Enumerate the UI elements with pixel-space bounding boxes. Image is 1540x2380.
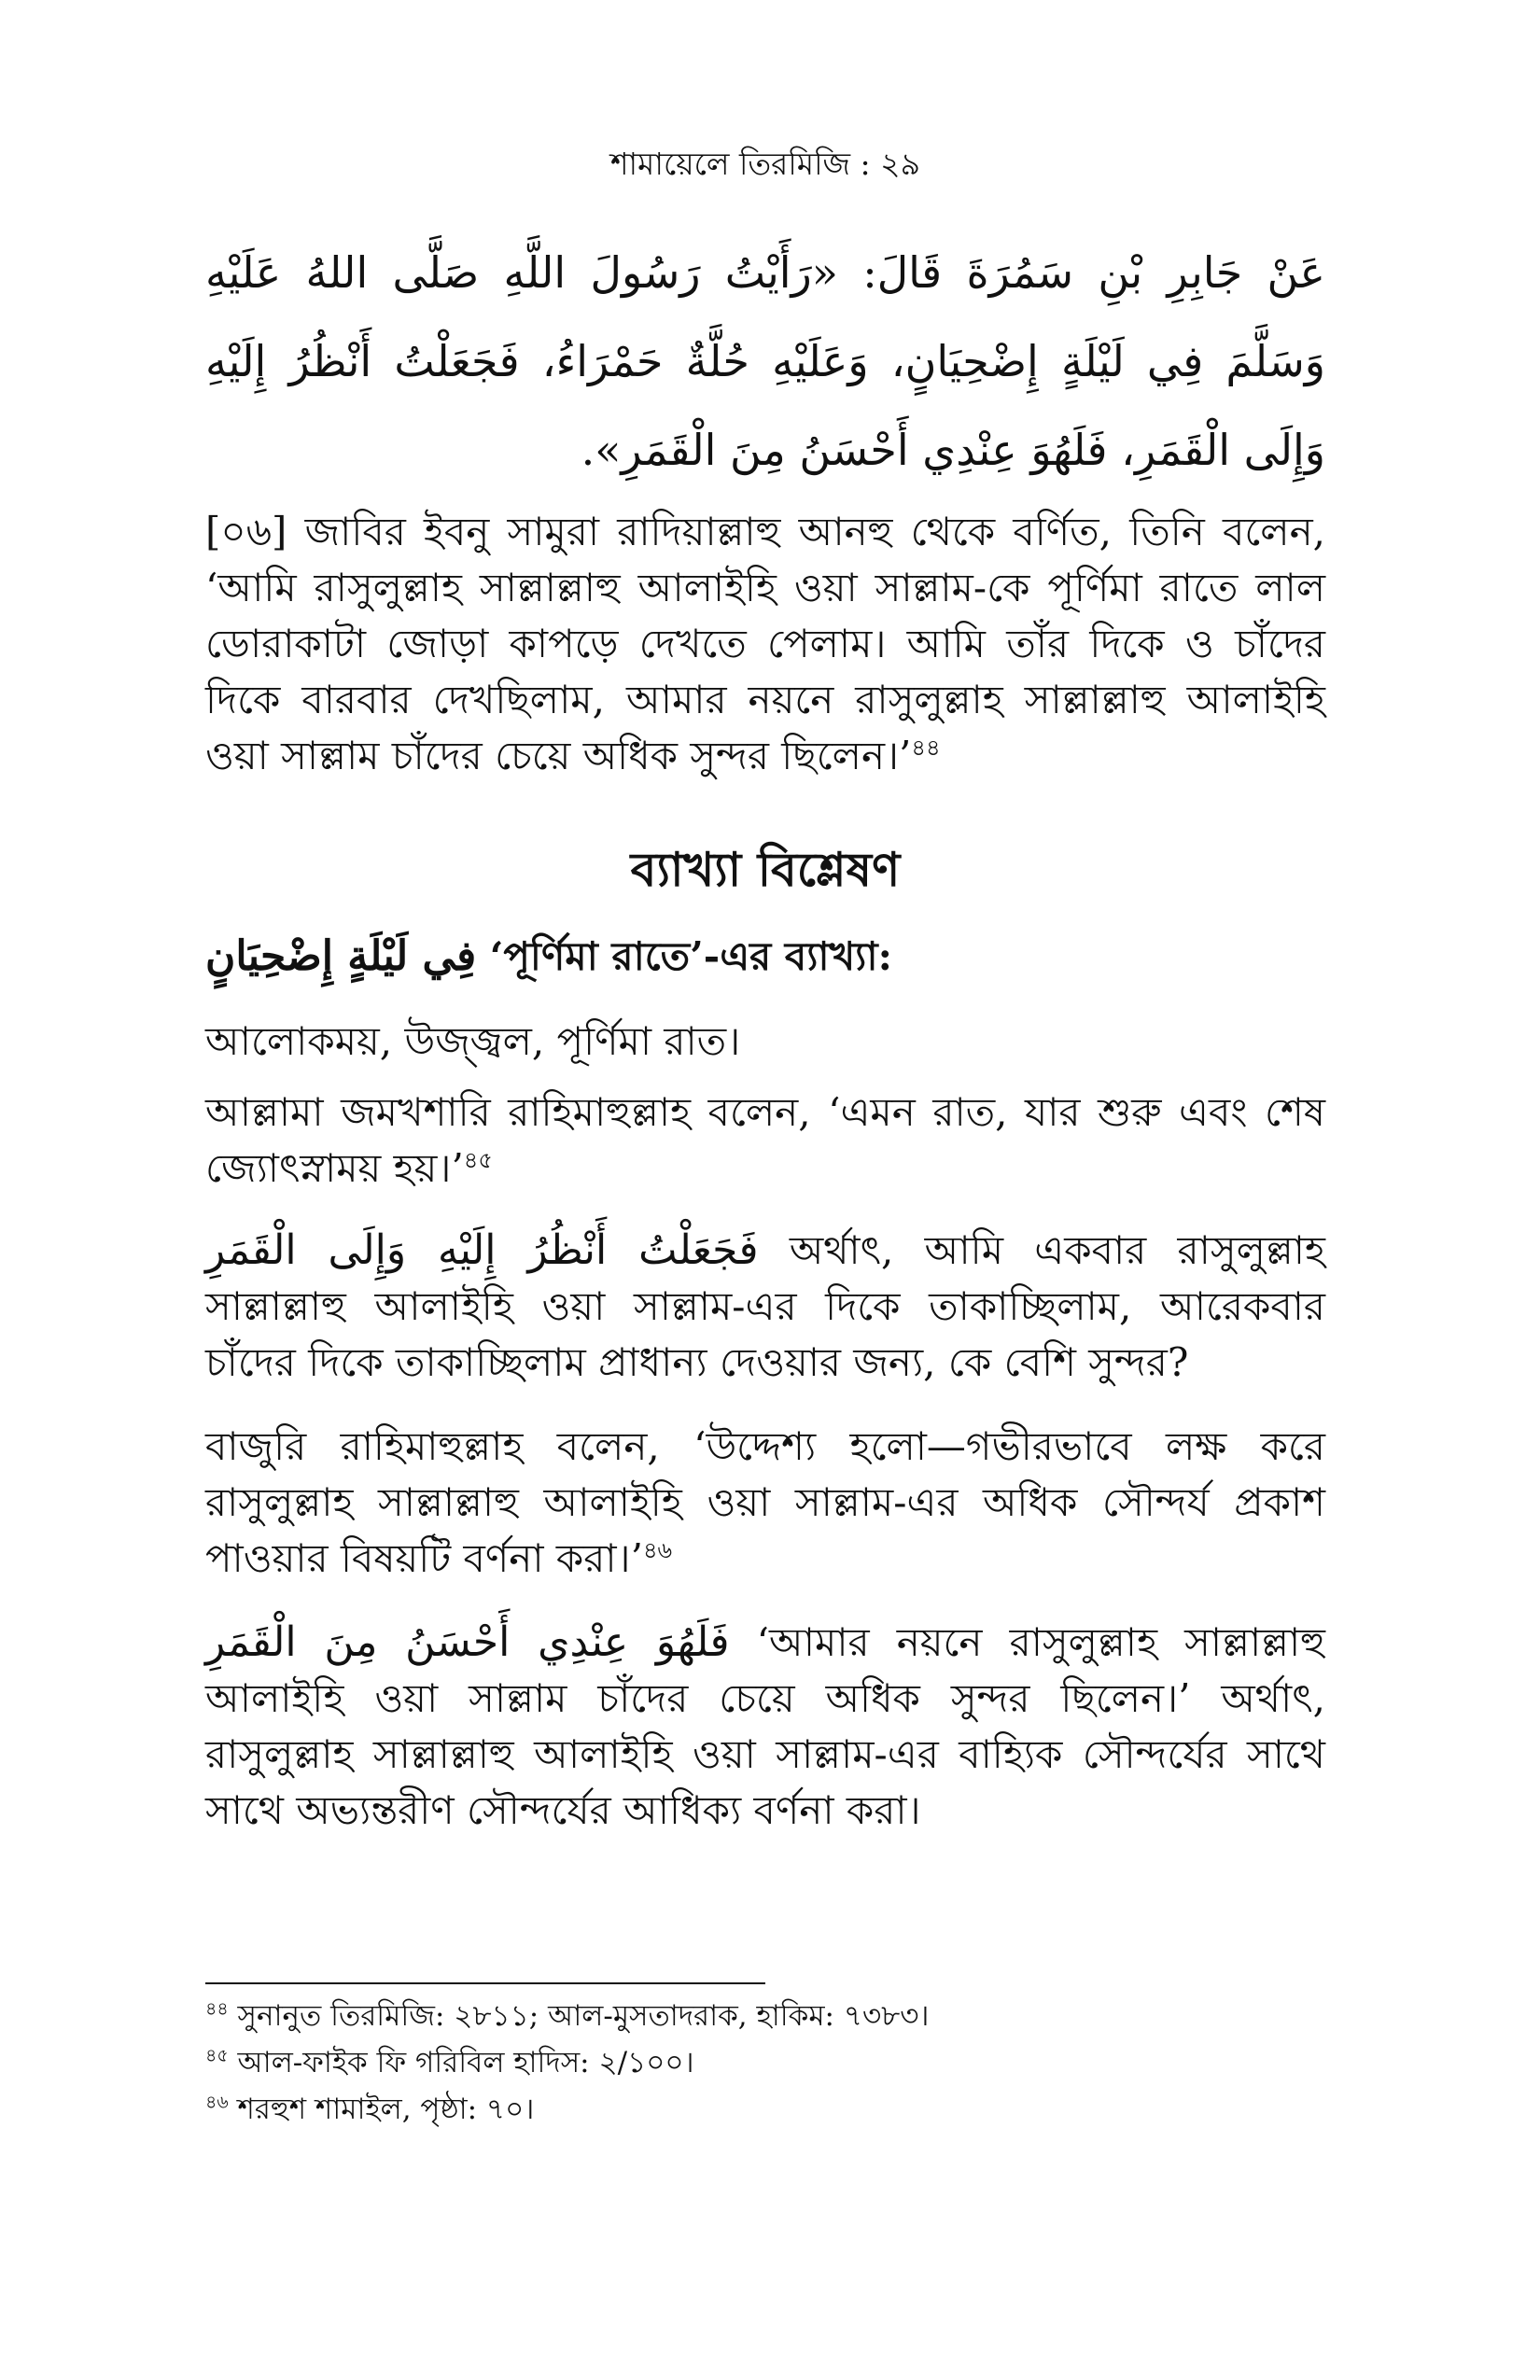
- paragraph-2: [205, 1085, 1325, 1197]
- footnote-ref-45: ৪৫: [463, 1147, 493, 1173]
- subheading-arabic: فِي لَيْلَةٍ إِضْحِيَانٍ: [205, 932, 477, 980]
- hadith-arabic-text: عَنْ جَابِرِ بْنِ سَمُرَةَ قَالَ: «رَأَيْتُ رَسُولَ اللَّهِ صَلَّى اللهُ عَلَيْهِ وَسَلَّمَ فِي لَيْلَةٍ إِضْحِيَانٍ، وَعَلَيْهِ حُلَّةٌ حَمْرَاءُ، فَجَعَلْتُ أَنْظُرُ إِلَيْهِ وَإِلَى الْقَمَرِ، فَلَهُوَ عِنْدِي أَحْسَنُ مِنَ الْقَمَرِ».: [205, 247, 1325, 475]
- paragraph-5-text: ‘আমার নয়নে রাসুলুল্লাহ সাল্লাল্লাহু আলাইহি ওয়া সাল্লাম চাঁদের চেয়ে অধিক সুন্দর ছিলেন।’ অর্থাৎ, রাসুলুল্লাহ সাল্লাল্লাহু আলাইহি ওয়া সাল্লাম-এর বাহ্যিক সৌন্দর্যের সাথে সাথে অভ্যন্তরীণ সৌন্দর্যের আধিক্য বর্ণনা করা।: [205, 1619, 1325, 1833]
- paragraph-4-text: বাজুরি রাহিমাহুল্লাহ বলেন, ‘উদ্দেশ্য হলো—গভীরভাবে লক্ষ করে রাসুলুল্লাহ সাল্লাল্লাহু আলাইহি ওয়া সাল্লাম-এর অধিক সৌন্দর্য প্রকাশ পাওয়ার বিষয়টি বর্ণনা করা।’: [205, 1423, 1325, 1581]
- footnote-text: সুনানুত তিরমিজি: ২৮১১; আল-মুসতাদরাক, হাকিম: ৭৩৮৩।: [237, 1999, 930, 2033]
- hadith-translation: [205, 504, 1325, 784]
- hadith-number: [০৬]: [205, 509, 287, 554]
- subheading: [205, 926, 1325, 992]
- paragraph-3-arabic: فَجَعَلْتُ أَنْظُرُ إِلَيْهِ وَإِلَى الْقَمَرِ: [205, 1226, 759, 1274]
- footnote-ref-46: ৪৬: [642, 1537, 673, 1563]
- footnote-text: শরহুশ শামাইল, পৃষ্ঠা: ৭০।: [237, 2093, 535, 2126]
- paragraph-4: [205, 1419, 1325, 1587]
- footnote-number: ৪৫: [205, 2045, 229, 2066]
- footnote-46: [205, 2091, 534, 2128]
- hadith-translation-text: জাবির ইবনু সামুরা রাদিয়াল্লাহু আনহু থেকে বর্ণিত, তিনি বলেন, ‘আমি রাসুলুল্লাহ সাল্লাল্লাহু আলাইহি ওয়া সাল্লাম-কে পূর্ণিমা রাতে লাল ডোরাকাটা জোড়া কাপড়ে দেখতে পেলাম। আমি তাঁর দিকে ও চাঁদের দিকে বারবার দেখছিলাম, আমার নয়নে রাসুলুল্লাহ সাল্লাল্লাহু আলাইহি ওয়া সাল্লাম চাঁদের চেয়ে অধিক সুন্দর ছিলেন।’: [205, 509, 1325, 778]
- paragraph-2-text: আল্লামা জমখশারি রাহিমাহুল্লাহ বলেন, ‘এমন রাত, যার শুরু এবং শেষ জ্যোৎস্নাময় হয়।’: [205, 1089, 1325, 1191]
- paragraph-5: [205, 1615, 1325, 1839]
- footnote-number: ৪৬: [205, 2092, 229, 2113]
- section-title: ব্যাখ্যা বিশ্লেষণ: [630, 842, 901, 897]
- running-header: শামায়েলে তিরমিজি : ২৯: [609, 146, 921, 182]
- footnote-44: [205, 1997, 930, 2035]
- paragraph-3-text: অর্থাৎ, আমি একবার রাসুলুল্লাহ সাল্লাল্লাহু আলাইহি ওয়া সাল্লাম-এর দিকে তাকাচ্ছিলাম, আরেকবার চাঁদের দিকে তাকাচ্ছিলাম প্রাধান্য দেওয়ার জন্য, কে বেশি সুন্দর?: [205, 1227, 1325, 1385]
- footnote-number: ৪৪: [205, 1998, 229, 2020]
- footnote-45: [205, 2044, 694, 2081]
- footnote-divider: [205, 1982, 765, 1984]
- paragraph-3: [205, 1223, 1325, 1391]
- subheading-label: ‘পূর্ণিমা রাতে’-এর ব্যাখ্যা:: [489, 933, 893, 979]
- footnote-ref-44: ৪৪: [911, 735, 941, 761]
- paragraph-5-arabic: فَلَهُوَ عِنْدِي أَحْسَنُ مِنَ الْقَمَرِ: [205, 1618, 730, 1666]
- paragraph-1: আলোকময়, উজ্জ্বল, পূর্ণিমা রাত।: [205, 1018, 741, 1064]
- footnote-text: আল-ফাইক ফি গরিবিল হাদিস: ২/১০০।: [237, 2046, 694, 2079]
